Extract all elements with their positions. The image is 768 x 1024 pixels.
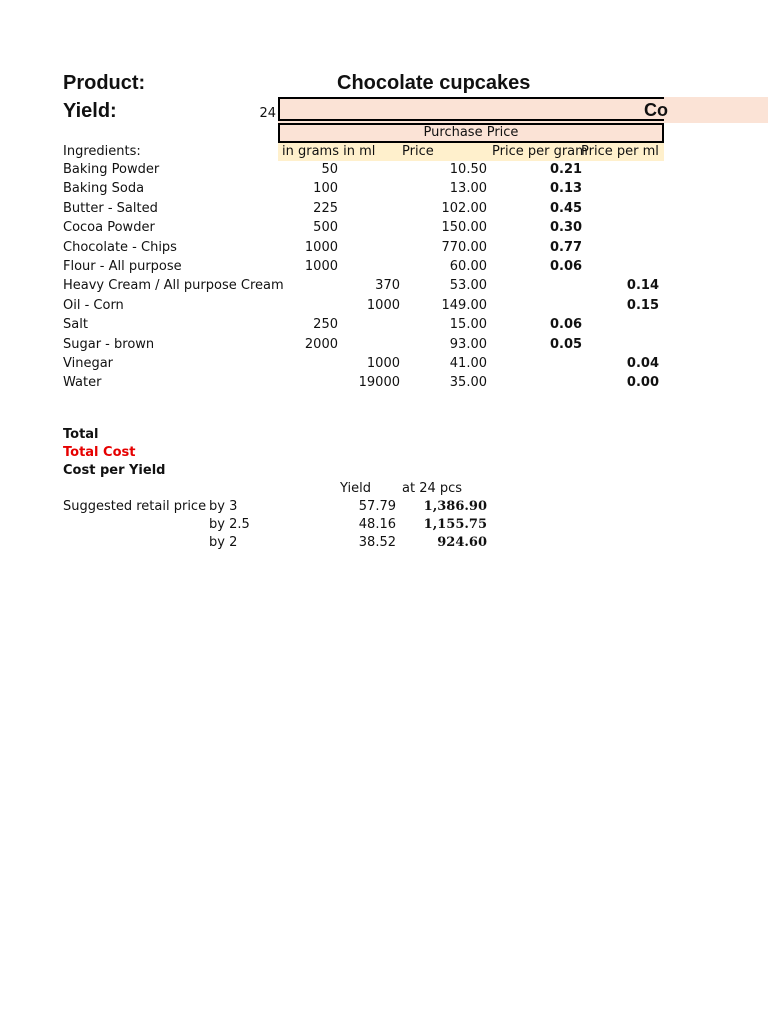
col-grams-ml: in grams in ml (282, 144, 376, 159)
col-price-per-gram: Price per gram (492, 144, 588, 159)
ingredient-name: Heavy Cream / All purpose Cream (63, 278, 284, 293)
ingredient-name: Sugar - brown (63, 337, 155, 352)
retail-yield-price: 57.79 (358, 499, 396, 514)
total-cost-label: Total Cost (63, 445, 136, 460)
ingredient-price: 149.00 (441, 298, 487, 313)
ingredient-price: 13.00 (449, 181, 487, 196)
ingredient-price-per-gram: 0.06 (550, 259, 583, 274)
ingredient-price-per-gram: 0.06 (550, 317, 583, 332)
ingredient-ml: 1000 (366, 298, 400, 313)
suggested-retail-label: Suggested retail price (63, 499, 207, 514)
ingredient-name: Butter - Salted (63, 201, 158, 216)
ingredient-price: 93.00 (449, 337, 487, 352)
ingredient-price-per-gram: 0.30 (550, 220, 583, 235)
ingredient-ml: 19000 (358, 375, 400, 390)
ingredient-price: 10.50 (449, 162, 487, 177)
retail-pcs-header: at 24 pcs (402, 481, 463, 496)
ingredient-price: 60.00 (449, 259, 487, 274)
col-ingredients: Ingredients: (63, 144, 141, 159)
retail-multiplier: by 3 (209, 499, 238, 514)
retail-multiplier: by 2 (209, 535, 238, 550)
ingredient-price-per-gram: 0.05 (550, 337, 583, 352)
retail-yield-header: Yield (340, 481, 371, 496)
ingredient-grams: 100 (313, 181, 338, 196)
ingredient-ml: 370 (375, 278, 400, 293)
ingredient-price-per-gram: 0.77 (550, 240, 583, 255)
ingredient-price: 41.00 (449, 356, 487, 371)
ingredient-grams: 50 (321, 162, 338, 177)
ingredient-name: Baking Soda (63, 181, 145, 196)
ingredient-name: Baking Powder (63, 162, 160, 177)
ingredient-name: Chocolate - Chips (63, 240, 177, 255)
ingredient-price: 770.00 (441, 240, 487, 255)
retail-total: 1,386.90 (423, 499, 487, 514)
ingredient-ml: 1000 (366, 356, 400, 371)
ingredient-name: Cocoa Powder (63, 220, 155, 235)
product-name: Chocolate cupcakes (337, 72, 531, 94)
ingredient-grams: 250 (313, 317, 338, 332)
yield-value: 24 (259, 106, 276, 121)
cost-box (278, 97, 664, 121)
retail-total: 1,155.75 (423, 517, 487, 532)
ingredient-name: Vinegar (63, 356, 114, 371)
ingredient-grams: 225 (313, 201, 338, 216)
ingredient-price-per-ml: 0.15 (626, 298, 659, 313)
yield-label: Yield: (63, 100, 117, 122)
ingredient-price-per-gram: 0.13 (550, 181, 583, 196)
ingredient-price: 53.00 (449, 278, 487, 293)
ingredient-name: Salt (63, 317, 88, 332)
product-label: Product: (63, 72, 146, 94)
col-price-per-ml: Price per ml (581, 144, 659, 159)
ingredient-grams: 2000 (304, 337, 338, 352)
ingredient-price-per-ml: 0.00 (626, 375, 659, 390)
ingredient-name: Water (63, 375, 102, 390)
retail-total: 924.60 (437, 535, 487, 550)
ingredient-price: 35.00 (449, 375, 487, 390)
ingredient-price-per-gram: 0.21 (550, 162, 583, 177)
total-label: Total (63, 427, 99, 442)
ingredient-name: Flour - All purpose (63, 259, 182, 274)
retail-multiplier: by 2.5 (209, 517, 250, 532)
ingredient-grams: 500 (313, 220, 338, 235)
ingredient-price: 150.00 (441, 220, 487, 235)
cost-heading-partial: Co (644, 100, 668, 120)
cost-heading-clip (636, 99, 668, 121)
purchase-price-label: Purchase Price (423, 125, 519, 140)
ingredient-grams: 1000 (304, 240, 338, 255)
ingredient-price-per-ml: 0.04 (626, 356, 659, 371)
ingredient-name: Oil - Corn (63, 298, 124, 313)
ingredient-price-per-ml: 0.14 (626, 278, 659, 293)
col-price: Price (402, 144, 434, 159)
ingredient-grams: 1000 (304, 259, 338, 274)
cost-per-yield-label: Cost per Yield (63, 463, 166, 478)
ingredient-price-per-gram: 0.45 (550, 201, 583, 216)
ingredient-price: 102.00 (441, 201, 487, 216)
retail-yield-price: 38.52 (358, 535, 396, 550)
ingredient-price: 15.00 (449, 317, 487, 332)
retail-yield-price: 48.16 (358, 517, 396, 532)
